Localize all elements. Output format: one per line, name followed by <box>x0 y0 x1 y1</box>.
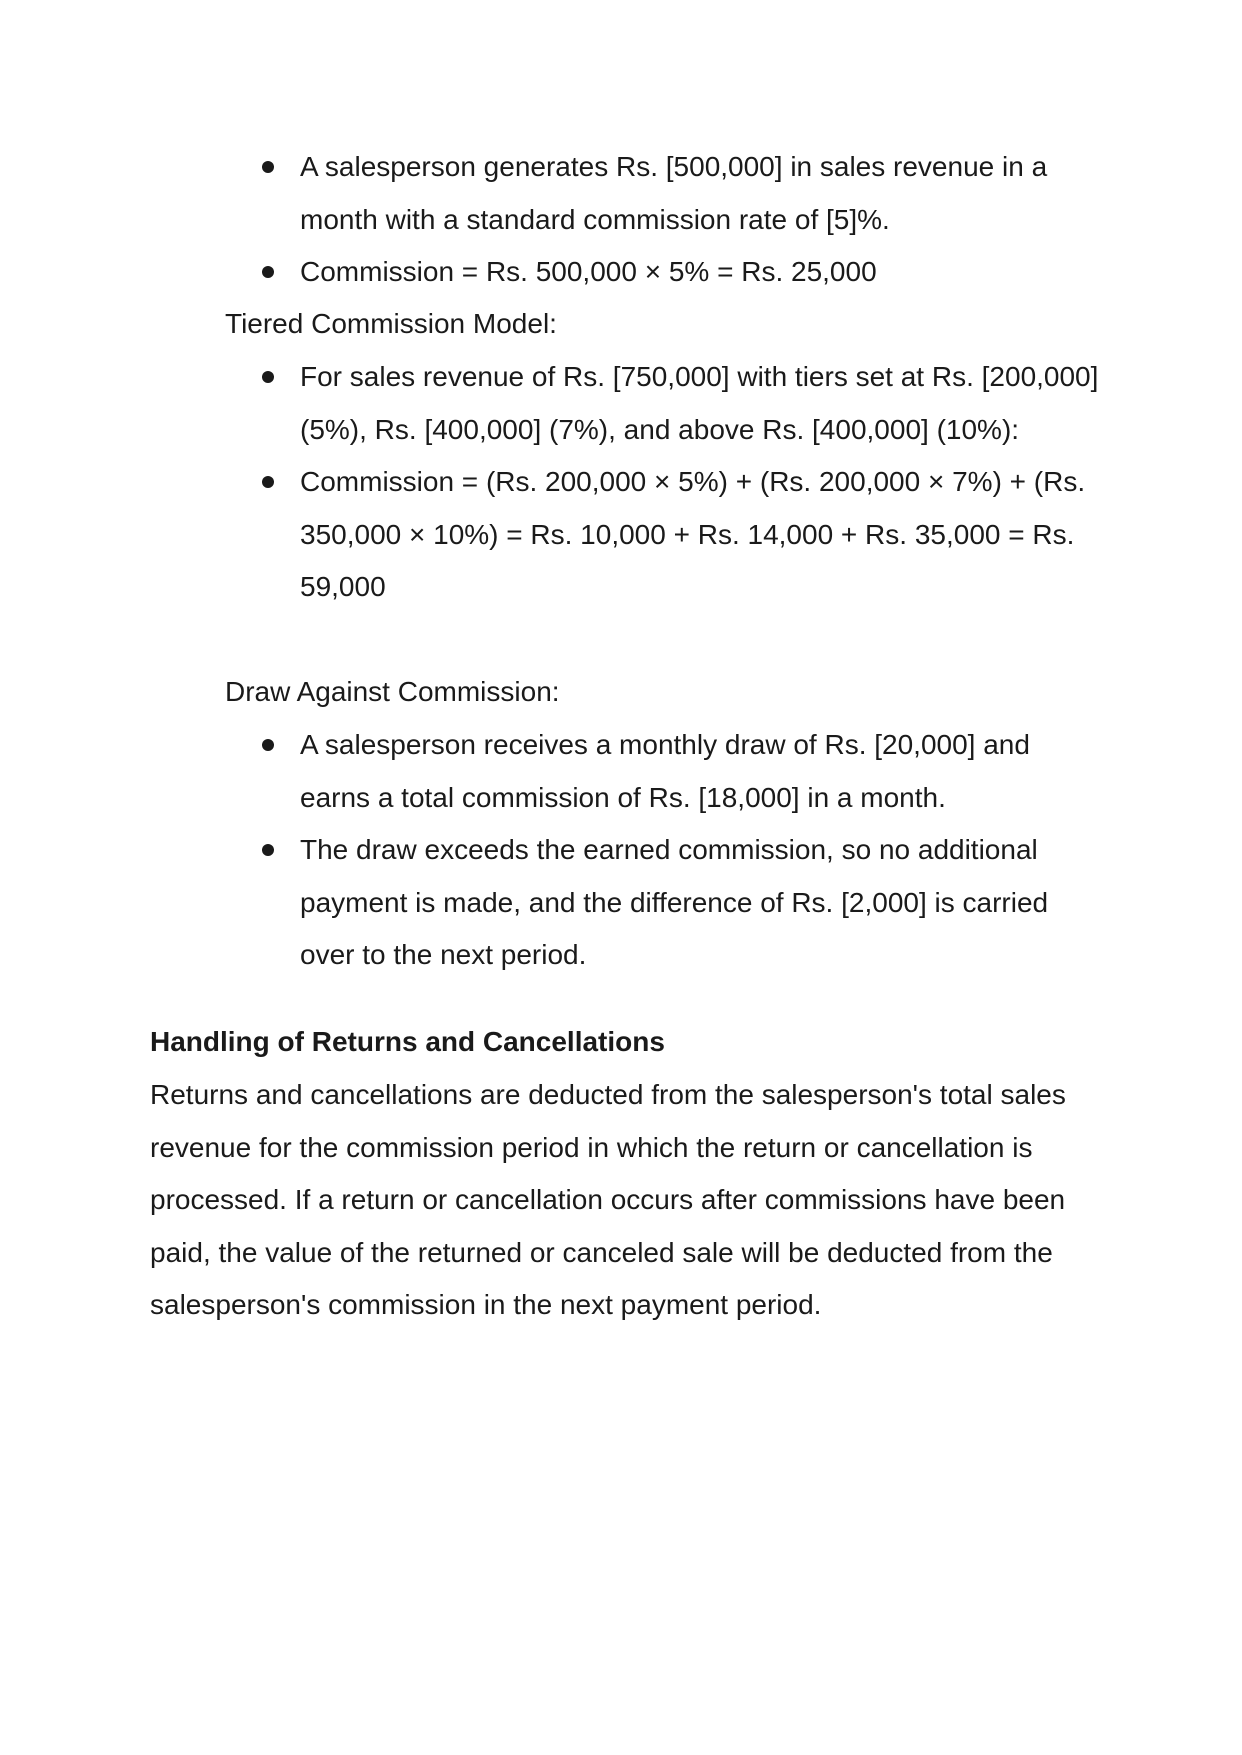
bullet-icon <box>262 161 274 173</box>
bullet-icon <box>262 476 274 488</box>
list-item-text: A salesperson receives a monthly draw of Rs. [20,000] and earns a total commission of Rs. [18,000] in a month. <box>300 729 1030 813</box>
list-item-text: Commission = (Rs. 200,000 × 5%) + (Rs. 200,000 × 7%) + (Rs. 350,000 × 10%) = Rs. 10,000 + Rs. 14,000 + Rs. 35,000 = Rs. 59,000 <box>300 466 1086 602</box>
list-item <box>262 456 1102 614</box>
list-item-text: Commission = Rs. 500,000 × 5% = Rs. 25,000 <box>300 256 877 287</box>
list-item-text: A salesperson generates Rs. [500,000] in sales revenue in a month with a standard commission rate of [5]%. <box>300 151 1048 235</box>
list-item <box>262 141 1102 246</box>
tiered-commission-label: Tiered Commission Model: <box>225 308 557 339</box>
list-item <box>262 719 1102 824</box>
bullet-icon <box>262 844 274 856</box>
draw-against-commission-label: Draw Against Commission: <box>225 676 560 707</box>
draw-commission-list <box>262 719 1102 982</box>
standard-commission-list <box>262 141 1102 299</box>
list-item-text: The draw exceeds the earned commission, so no additional payment is made, and the difference of Rs. [2,000] is carried over to the next period. <box>300 834 1049 970</box>
bullet-icon <box>262 266 274 278</box>
list-item <box>262 246 1102 299</box>
tiered-commission-list <box>262 351 1102 614</box>
list-item-text: For sales revenue of Rs. [750,000] with tiers set at Rs. [200,000] (5%), Rs. [400,000] (7%), and above Rs. [400,000] (10%): <box>300 361 1099 445</box>
returns-heading: Handling of Returns and Cancellations <box>150 1026 665 1057</box>
list-item <box>262 824 1102 982</box>
bullet-icon <box>262 739 274 751</box>
list-item <box>262 351 1102 456</box>
returns-paragraph: Returns and cancellations are deducted from the salesperson's total sales revenue for the commission period in which the return or cancellation is processed. If a return or cancellation occurs after commissions have been paid, the value of the returned or canceled sale will be deducted from the salesperson's commission in the next payment period. <box>150 1079 1066 1320</box>
bullet-icon <box>262 371 274 383</box>
